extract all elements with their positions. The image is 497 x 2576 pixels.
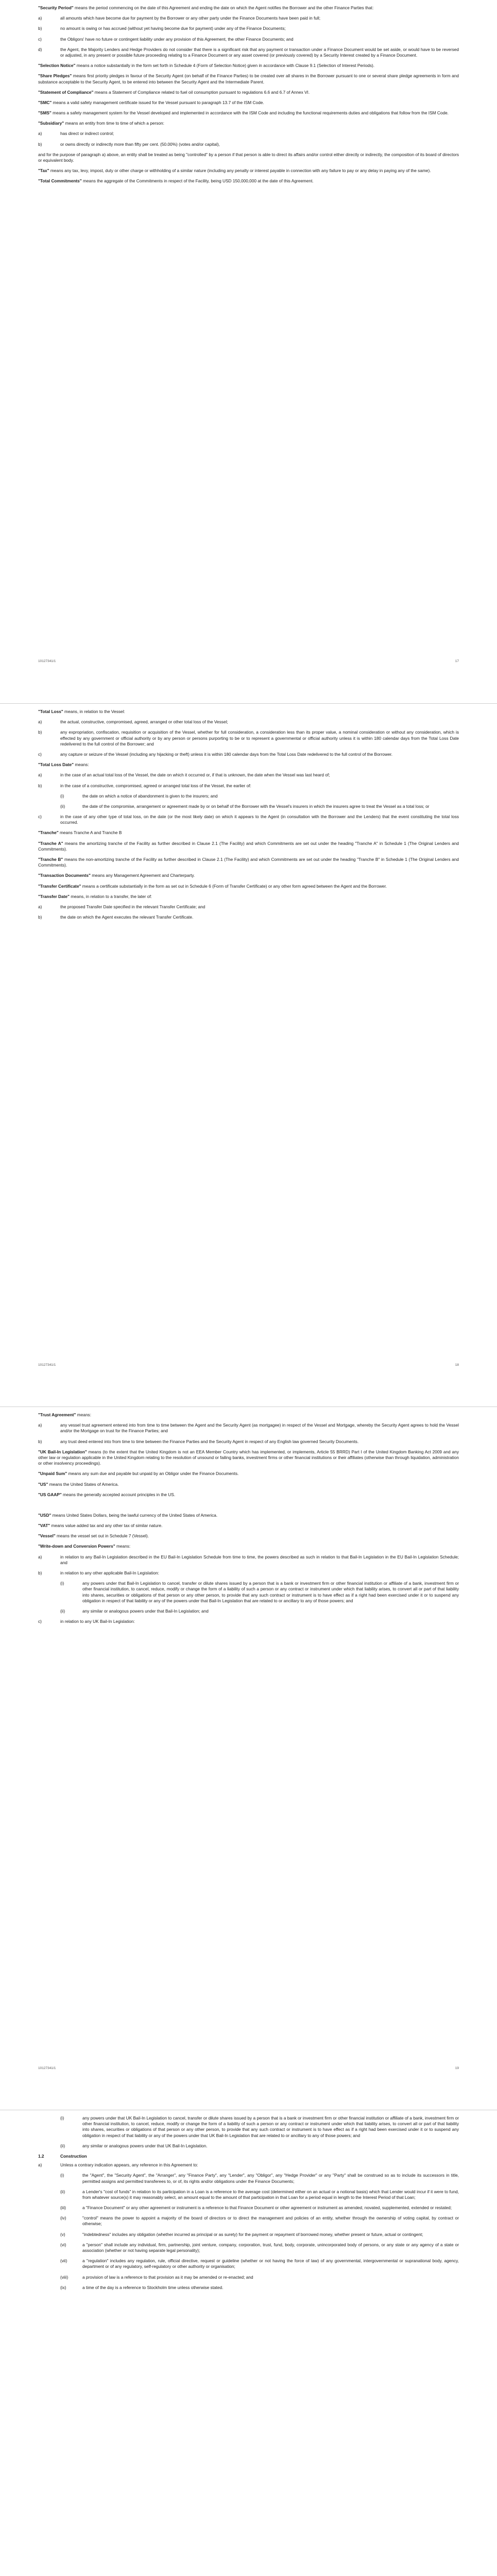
list-text: or owns directly or indirectly more than fifty per cent. (50.00%) (votes and/or capital), bbox=[60, 141, 220, 147]
defined-term: "VAT" bbox=[38, 1523, 50, 1529]
list-marker: a) bbox=[38, 1422, 42, 1428]
list-marker: b) bbox=[38, 1438, 42, 1444]
list-item bbox=[38, 904, 459, 910]
definition bbox=[38, 873, 459, 878]
list-text: in the case of an actual total loss of the Vessel, the date on which it occurred or, if that is unknown, the date when the Vessel was last heard of; bbox=[60, 772, 330, 778]
list-marker: a) bbox=[38, 1554, 42, 1560]
list-text: "indebtedness" includes any obligation (whether incurred as principal or as surety) for the payment or repayment of borrowed money, whether present or future, actual or contingent; bbox=[82, 2231, 423, 2237]
list-item bbox=[38, 1439, 459, 1445]
definition bbox=[38, 5, 459, 11]
list-text: any powers under that Bail-In Legislation to cancel, transfer or dilute shares issued by a person that is a bank or investment firm or other financial institution or affiliate of a bank, investment firm or other financial institution, to cancel, reduce, modify or change the form of a liability of such a person or any contract or instrument under which that liability arises, to convert all or part of that liability into shares, securities or obligations of that person or any other person, to provide that any such contract or instrument is to have effect as if a right had been exercised under it or to suspend any obligation in respect of that liability or any of the powers under that Bail-In Legislation that are related to or ancillary to any of those powers; and bbox=[82, 1581, 459, 1603]
list-marker: a) bbox=[38, 15, 42, 21]
list-marker: a) bbox=[38, 2162, 42, 2168]
list-text: a Lender's "cost of funds" in relation to its participation in a Loan is a reference to the average cost (determined either on an actual or a notional basis) which that Lender would incur if it were to fund, from whatever source(s) it may reasonably select, an amount equal to the amount of that participation in that Loan for a period equal in length to the Interest Period of that Loan; bbox=[82, 2189, 459, 2200]
definition-text: means any Management Agreement and Charterparty. bbox=[90, 873, 195, 878]
sub-list-item bbox=[60, 2232, 459, 2238]
list-text: the date of the compromise, arrangement or agreement made by or on behalf of the Borrower with the Vessel's insurers in which the insurers agree to treat the Vessel as a total loss; or bbox=[82, 803, 430, 809]
list-text: the Agent, the Majority Lenders and Hedge Providers do not consider that there is a significant risk that any payment or transaction under a Finance Document would be set aside, or would have to be reversed or adjusted, in any present or possible future proceeding relating to a Finance Document or any asset covered (or previously covered) by a Security Interest created by a Finance Document. bbox=[60, 46, 459, 58]
list-text: in relation to any UK Bail-In Legislation: bbox=[60, 1619, 135, 1624]
definition-text: means the generally accepted account principles in the US. bbox=[61, 1492, 176, 1497]
document-page bbox=[0, 1406, 497, 2110]
sub-list-item bbox=[60, 2173, 459, 2184]
list-item bbox=[38, 914, 459, 920]
list-marker: c) bbox=[38, 1619, 42, 1624]
list-text: any trust deed entered into from time to time between the Finance Parties and the Security Agent in respect of any English law governed Security Documents. bbox=[60, 1438, 359, 1444]
definition-text: means first priority pledges in favour of the Security Agent (on behalf of the Finance Parties) to be created over all shares in the Borrower pursuant to one or several share pledge agreements in form and substance acceptable to the Security Agent, to be entered into between the Security Agent and the Intermediate Parent. bbox=[38, 73, 459, 84]
definition bbox=[38, 1513, 459, 1518]
defined-term: "Tax" bbox=[38, 168, 49, 174]
sub-list-item bbox=[60, 1581, 459, 1604]
list-text: a "Finance Document" or any other agreement or instrument is a reference to that Finance Document or other agreement or instrument as amended, novated, supplemented, extended or restated; bbox=[82, 2205, 452, 2211]
page-number: 17 bbox=[455, 659, 459, 663]
list-marker: b) bbox=[38, 26, 42, 31]
list-text: the actual, constructive, compromised, agreed, arranged or other total loss of the Vessel; bbox=[60, 719, 228, 725]
list-text: no amount is owing or has accrued (without yet having become due for payment) under any of the Finance Documents; bbox=[60, 26, 286, 31]
defined-term: "Write-down and Conversion Powers" bbox=[38, 1544, 115, 1549]
definition-text: means a notice substantially in the form set forth in Schedule 4 (Form of Selection Notice) given in accordance with Clause 9.1 (Selection of Interest Periods). bbox=[75, 63, 375, 69]
list-marker: (v) bbox=[60, 2231, 65, 2237]
defined-term: "Statement of Compliance" bbox=[38, 89, 94, 95]
page-footer bbox=[38, 2066, 459, 2070]
sub-list-item bbox=[60, 2275, 459, 2280]
list-marker: b) bbox=[38, 141, 42, 147]
list-marker: c) bbox=[38, 36, 42, 42]
list-marker: (i) bbox=[60, 1581, 64, 1586]
list-item bbox=[38, 37, 459, 42]
sub-list-item bbox=[60, 2189, 459, 2200]
list-item bbox=[38, 1422, 459, 1434]
list-text: in the case of a constructive, compromised, agreed or arranged total loss of the Vessel, the earlier of: bbox=[60, 783, 251, 788]
list-marker: a) bbox=[38, 719, 42, 725]
list-text: Unless a contrary indication appears, any reference in this Agreement to: bbox=[60, 2162, 198, 2168]
list-marker: a) bbox=[38, 904, 42, 909]
definition-text: means the amortizing tranche of the Facility as further described in Clause 2.1 (The Facility) and which Commitments are set out under the heading "Tranche A" in Schedule 1 (The Original Lenders and Commitments). bbox=[38, 840, 459, 852]
sub-list-item bbox=[60, 2258, 459, 2269]
sub-list-item bbox=[60, 804, 459, 809]
sub-list-item bbox=[60, 2215, 459, 2227]
defined-term: "Transfer Date" bbox=[38, 893, 70, 899]
definition-text: means the aggregate of the Commitments in respect of the Facility, being USD 150,000,000 at the date of this Agreement. bbox=[81, 178, 314, 184]
definition bbox=[38, 830, 459, 836]
list-text: the Obligors' have no future or contingent liability under any provision of this Agreement, the other Finance Documents; and bbox=[60, 36, 294, 42]
definition-text: means an entity from time to time of which a person: bbox=[64, 121, 164, 126]
defined-term: "SMC" bbox=[38, 99, 52, 105]
definition-text: means, in relation to a transfer, the later of: bbox=[69, 893, 152, 899]
definition-text: means United States Dollars, being the lawful currency of the United States of America. bbox=[51, 1512, 218, 1518]
definition bbox=[38, 709, 459, 715]
definition-text: means: bbox=[115, 1544, 131, 1549]
list-text: a "regulation" includes any regulation, rule, official directive, request or guideline (whether or not having the force of law) of any governmental, intergovernmental or supranational body, agency, department or of any regulatory, self-regulatory or other authority or organisation; bbox=[82, 2258, 459, 2269]
defined-term: "US GAAP" bbox=[38, 1492, 62, 1497]
page-number: 19 bbox=[455, 2066, 459, 2070]
definition bbox=[38, 110, 459, 116]
definition bbox=[38, 1544, 459, 1549]
defined-term: "Unpaid Sum" bbox=[38, 1471, 67, 1477]
definition bbox=[38, 100, 459, 106]
list-text: a "person" shall include any individual, firm, partnership, joint venture, company, corporation, trust, fund, body, corporate, unincorporated body of persons, or any state or any agency of a state or association (whether or not having separate legal personality); bbox=[82, 2242, 459, 2253]
defined-term: "SMS" bbox=[38, 110, 52, 116]
list-item bbox=[38, 814, 459, 825]
list-text: a time of the day is a reference to Stockholm time unless otherwise stated. bbox=[82, 2284, 224, 2290]
list-item bbox=[38, 1619, 459, 1624]
definition bbox=[38, 63, 459, 69]
defined-term: "Transaction Documents" bbox=[38, 873, 91, 878]
document-reference: 10127341/1 bbox=[38, 1363, 56, 1367]
list-item bbox=[38, 131, 459, 137]
definition-text: means the vessel set out in Schedule 7 (Vessel). bbox=[55, 1533, 149, 1539]
list-marker: (iv) bbox=[60, 2215, 66, 2221]
definition-text: means any sum due and payable but unpaid by an Obligor under the Finance Documents. bbox=[67, 1471, 239, 1477]
list-text: any vessel trust agreement entered into from time to time between the Agent and the Security Agent (as mortgagee) in respect of the Vessel and Mortgage, whereby the Security Agent agrees to hold the Vessel and/or the Mortgage on trust for the Finance Parties; and bbox=[60, 1422, 459, 1434]
list-text: any similar or analogous powers under that UK Bail-In Legislation. bbox=[82, 2143, 208, 2148]
definition-text: means the non-amortizing tranche of the Facility as further described in Clause 2.1 (The Facility) and which Commitments are set out under the heading "Tranche B" in Schedule 1 (The Original Lenders and Commitments). bbox=[38, 857, 459, 868]
list-text: any expropriation, confiscation, requisition or acquisition of the Vessel, whether for full consideration, a consideration less than its proper value, a nominal consideration or without any consideration, which is effected by any government or official authority or by any person or persons purporting to be or to represent a governmental or official authority unless it is within 180 calendar days from the Total Loss Date redelivered to the full control of the Borrower; and bbox=[60, 730, 459, 747]
definition bbox=[38, 884, 459, 889]
page-content bbox=[38, 709, 459, 920]
list-text: the "Agent", the "Security Agent", the "Arranger", any "Finance Party", any "Lender", any "Obligor", any "Hedge Provider" or any "Party" shall be construed so as to include its successors in title, permitted assigns and permitted transferees to, or of, its rights and/or obligations under the Finance Documents; bbox=[82, 2173, 459, 2184]
list-item bbox=[38, 772, 459, 778]
page-footer bbox=[38, 659, 459, 663]
list-marker: (vii) bbox=[60, 2258, 67, 2264]
sub-list-item bbox=[60, 2285, 459, 2291]
list-marker: b) bbox=[38, 783, 42, 788]
page-content bbox=[38, 1412, 459, 1624]
sub-list-item bbox=[60, 1608, 459, 1614]
defined-term: "Subsidiary" bbox=[38, 121, 64, 126]
definition-text: and for the purpose of paragraph a) above, an entity shall be treated as being "controlled" by a person if that person is able to direct its affairs and/or control either directly or indirectly, the composition of its board of directors or equivalent body. bbox=[38, 151, 459, 163]
list-marker: b) bbox=[38, 1570, 42, 1575]
defined-term: "Total Commitments" bbox=[38, 178, 82, 184]
page-content bbox=[38, 2115, 459, 2291]
defined-term: "Total Loss Date" bbox=[38, 762, 74, 768]
defined-term: "Share Pledges" bbox=[38, 73, 72, 79]
list-marker: (ii) bbox=[60, 2143, 65, 2148]
spacer bbox=[38, 1502, 459, 1513]
section-title: Construction bbox=[60, 2153, 87, 2159]
list-marker: (ix) bbox=[60, 2284, 66, 2290]
definition bbox=[38, 1449, 459, 1467]
list-marker: (ii) bbox=[60, 2189, 65, 2194]
defined-term: "Trust Agreement" bbox=[38, 1412, 76, 1417]
defined-term: "US" bbox=[38, 1481, 48, 1487]
list-marker: (vi) bbox=[60, 2242, 66, 2247]
list-text: in the case of any other type of total loss, on the date (or the most likely date) on which it appears to the Agent (in consultation with the Borrower and the Lenders) that the event constituting the total loss occurred. bbox=[60, 814, 459, 825]
document-page bbox=[0, 0, 497, 703]
list-text: any capture or seizure of the Vessel (including any hijacking or theft) unless it is within 180 calendar days from the Total Loss Date redelivered to the full control of the Borrower. bbox=[60, 751, 393, 757]
list-item bbox=[38, 1554, 459, 1566]
definition bbox=[38, 1492, 459, 1498]
list-text: "control" means the power to appoint a majority of the board of directors or to direct the management and policies of an entity, whether through the ownership of voting capital, by contract or otherwise; bbox=[82, 2215, 459, 2227]
definition-text: means Tranche A and Tranche B bbox=[58, 830, 122, 836]
list-marker: (viii) bbox=[60, 2274, 68, 2280]
document-page bbox=[0, 703, 497, 1406]
definition-text: means a valid safety management certificate issued for the Vessel pursuant to paragraph 13.7 of the ISM Code. bbox=[52, 99, 264, 105]
list-marker: b) bbox=[38, 730, 42, 735]
list-marker: (i) bbox=[60, 793, 64, 799]
page-content bbox=[38, 5, 459, 184]
list-text: has direct or indirect control; bbox=[60, 131, 114, 137]
list-item bbox=[38, 15, 459, 21]
list-marker: a) bbox=[38, 772, 42, 778]
definition-text: means value added tax and any other tax of similar nature. bbox=[50, 1523, 163, 1529]
definition-text: means: bbox=[76, 1412, 92, 1417]
list-text: the proposed Transfer Date specified in the relevant Transfer Certificate; and bbox=[60, 904, 205, 909]
definition-text: means (to the extent that the United Kingdom is not an EEA Member Country which has implemented, or implements, Article 55 BRRD) Part I of the United Kingdom Banking Act 2009 and any other law or regulation applicable in the United Kingdom relating to the resolution of unsound or failing banks, investment firms or other financial institutions or their affiliates (otherwise than through liquidation, administration or other insolvency proceedings). bbox=[38, 1449, 459, 1466]
definition bbox=[38, 121, 459, 126]
list-item bbox=[38, 142, 459, 147]
definition bbox=[38, 841, 459, 852]
list-marker: a) bbox=[38, 131, 42, 137]
list-marker: (ii) bbox=[60, 803, 65, 809]
page-number: 18 bbox=[455, 1363, 459, 1367]
definition-text: means: bbox=[74, 762, 89, 768]
definition-text: means a Statement of Compliance related to fuel oil consumption pursuant to regulations 6.6 and 6.7 of Annex VI. bbox=[93, 89, 310, 95]
list-item bbox=[38, 719, 459, 725]
list-item bbox=[38, 26, 459, 31]
definition bbox=[38, 1482, 459, 1487]
definition bbox=[38, 1533, 459, 1539]
definition bbox=[38, 1523, 459, 1529]
definition bbox=[38, 857, 459, 868]
list-item bbox=[38, 1570, 459, 1576]
list-marker: (ii) bbox=[60, 1608, 65, 1614]
list-text: in relation to any other applicable Bail-In Legislation: bbox=[60, 1570, 159, 1575]
section-number: 1.2 bbox=[38, 2153, 44, 2159]
list-text: the date on which a notice of abandonment is given to the insurers; and bbox=[82, 793, 218, 799]
defined-term: "Tranche B" bbox=[38, 857, 63, 862]
sub-list-item bbox=[60, 2115, 459, 2139]
defined-term: "UK Bail-In Legislation" bbox=[38, 1449, 87, 1454]
definition bbox=[38, 90, 459, 95]
list-item bbox=[38, 2162, 459, 2168]
document-reference: 10127341/1 bbox=[38, 659, 56, 663]
list-marker: (i) bbox=[60, 2173, 64, 2178]
definition-text: means the period commencing on the date of this Agreement and ending the date on which the Agent notifies the Borrower and the other Finance Parties that: bbox=[73, 5, 374, 10]
defined-term: "Transfer Certificate" bbox=[38, 883, 81, 889]
list-text: a provision of law is a reference to that provision as it may be amended or re-enacted; and bbox=[82, 2274, 253, 2280]
defined-term: "Tranche" bbox=[38, 830, 59, 836]
document-page bbox=[0, 2110, 497, 2576]
list-marker: b) bbox=[38, 914, 42, 920]
page-footer bbox=[38, 1363, 459, 1367]
list-item bbox=[38, 752, 459, 757]
list-text: any similar or analogous powers under that Bail-In Legislation; and bbox=[82, 1608, 209, 1614]
list-text: all amounts which have become due for payment by the Borrower or any other party under the Finance Documents have been paid in full; bbox=[60, 15, 321, 21]
definition-text: means a safety management system for the Vessel developed and implemented in accordance with the ISM Code and including the functional requirements duties and obligations that follow from the ISM Code. bbox=[51, 110, 449, 116]
definition bbox=[38, 178, 459, 184]
list-marker: d) bbox=[38, 46, 42, 52]
definition bbox=[38, 762, 459, 768]
sub-list-item bbox=[60, 2143, 459, 2149]
list-text: the date on which the Agent executes the relevant Transfer Certificate. bbox=[60, 914, 194, 920]
list-marker: c) bbox=[38, 814, 42, 820]
defined-term: "Selection Notice" bbox=[38, 63, 76, 69]
definition-text: means any tax, levy, impost, duty or other charge or withholding of a similar nature (including any penalty or interest payable in connection with any failure to pay or any delay in paying any of the same). bbox=[49, 168, 431, 174]
definition bbox=[38, 1412, 459, 1418]
section-heading bbox=[38, 2154, 459, 2159]
list-item bbox=[38, 783, 459, 789]
defined-term: "Security Period" bbox=[38, 5, 74, 10]
list-text: any powers under that UK Bail-In Legislation to cancel, transfer or dilute shares issued by a person that is a bank or investment firm or other financial institution or affiliate of a bank, investment firm or other financial institution, to cancel, reduce, modify or change the form of a liability of such a person or any contract or instrument under which that liability arises, to convert all or part of that liability into shares, securities or obligations of that person or any other person, to provide that any such contract or instrument is to have effect as if a right had been exercised under it or to suspend any obligation in respect of that liability or any of the powers under that UK Bail-In Legislation that are related to or ancillary to any of those powers; and bbox=[82, 2115, 459, 2138]
defined-term: "Vessel" bbox=[38, 1533, 56, 1539]
defined-term: "USD" bbox=[38, 1512, 52, 1518]
sub-list-item bbox=[60, 2205, 459, 2211]
paragraph bbox=[38, 152, 459, 163]
list-marker: c) bbox=[38, 751, 42, 757]
defined-term: "Total Loss" bbox=[38, 709, 63, 714]
definition bbox=[38, 168, 459, 174]
list-marker: (iii) bbox=[60, 2205, 66, 2211]
sub-list-item bbox=[60, 793, 459, 799]
list-marker: (i) bbox=[60, 2115, 64, 2121]
definition-text: means a certificate substantially in the form as set out in Schedule 6 (Form of Transfer Certificate) or any other form agreed between the Agent and the Borrower. bbox=[81, 883, 387, 889]
list-text: in relation to any Bail-In Legislation described in the EU Bail-In Legislation Schedule from time to time, the powers described as such in relation to that Bail-In Legislation in the EU Bail-In Legislation Schedule; and bbox=[60, 1554, 459, 1565]
document-reference: 10127341/1 bbox=[38, 2066, 56, 2070]
list-item bbox=[38, 47, 459, 58]
definition-text: means the United States of America. bbox=[48, 1481, 119, 1487]
list-item bbox=[38, 730, 459, 747]
definition bbox=[38, 73, 459, 84]
definition bbox=[38, 1471, 459, 1477]
definition bbox=[38, 894, 459, 900]
sub-list-item bbox=[60, 2242, 459, 2253]
defined-term: "Tranche A" bbox=[38, 840, 63, 846]
definition-text: means, in relation to the Vessel: bbox=[63, 709, 125, 714]
